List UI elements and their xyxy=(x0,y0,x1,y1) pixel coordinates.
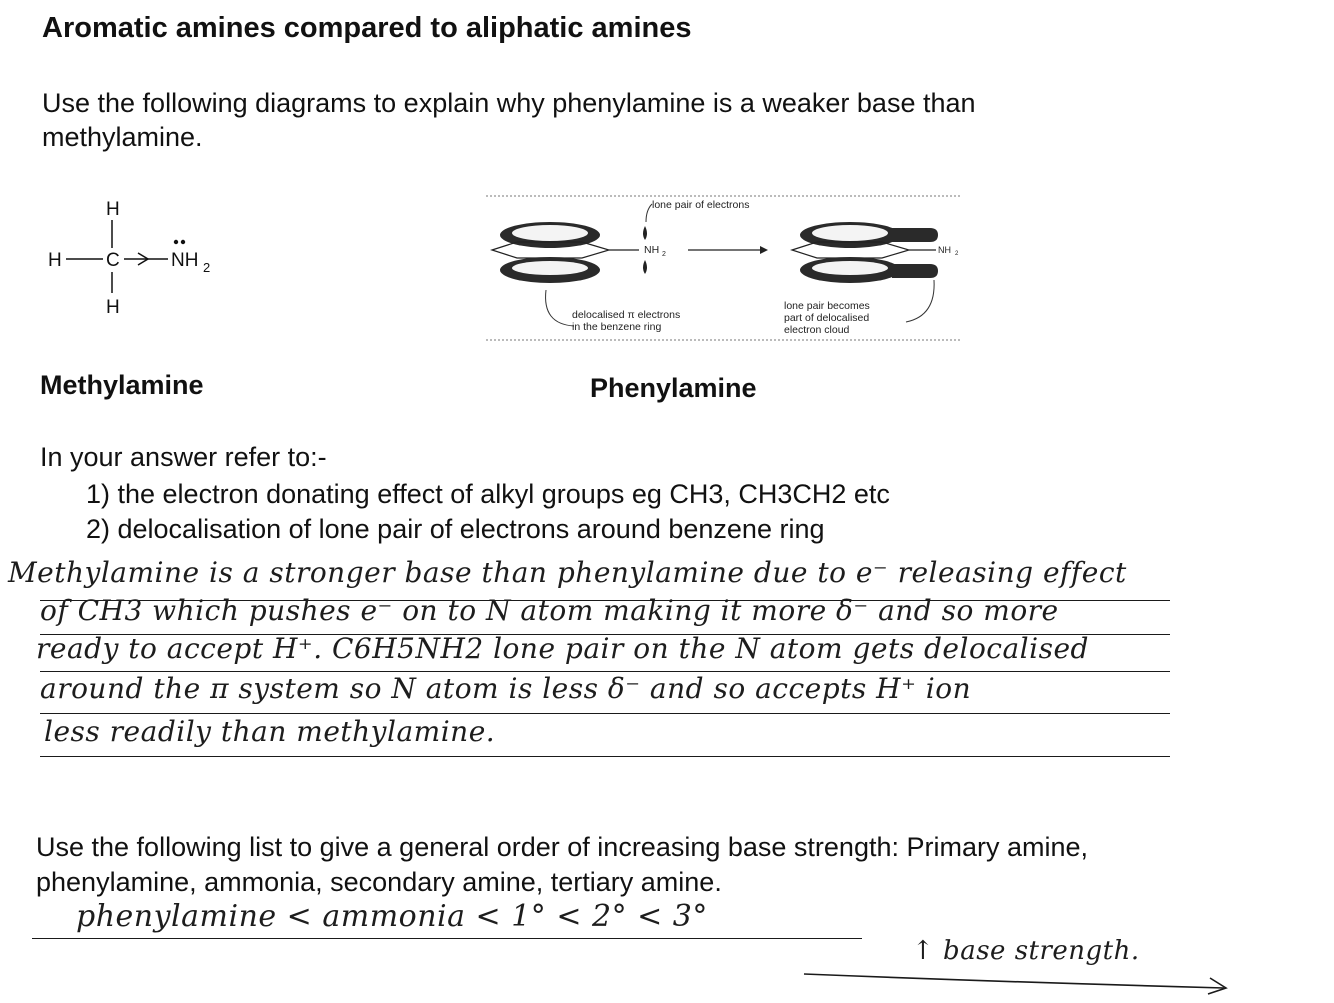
answer-1-line-1: Methylamine is a stronger base than phenylamine due to e⁻ releasing effect xyxy=(8,556,1127,589)
benzene-ring-right xyxy=(792,222,938,283)
nh2-left: NH xyxy=(644,244,660,256)
answer-2-note: ↑ base strength. xyxy=(912,936,1140,966)
lone-pair-dot xyxy=(181,240,185,244)
methylamine-label: Methylamine xyxy=(40,370,204,400)
atom-nh2: NH xyxy=(171,250,199,271)
atom-h-bottom: H xyxy=(106,297,120,318)
caption-delocalised-2: in the benzene ring xyxy=(572,321,662,333)
refer-item-2: 2) delocalisation of lone pair of electrons around benzene ring xyxy=(86,514,825,544)
atom-carbon: C xyxy=(106,250,120,271)
lone-pair-lobe xyxy=(643,226,647,240)
caption-becomes-1: lone pair becomes xyxy=(784,300,870,312)
lone-pair-dot xyxy=(174,240,178,244)
question-2: Use the following list to give a general order of increasing base strength: Primary amine, phenylamine, ammonia, secondary amine, tertiary amine. xyxy=(36,832,1089,897)
answer-2-order: phenylamine < ammonia < 1° < 2° < 3° xyxy=(76,899,708,934)
answer-1-line-3: ready to accept H⁺. C6H5NH2 lone pair on the N atom gets delocalised xyxy=(36,632,1089,665)
answer-1-line-5: less readily than methylamine. xyxy=(44,715,496,748)
nh2-left-sub: 2 xyxy=(662,251,666,258)
atom-nh2-sub: 2 xyxy=(203,260,211,275)
caption-lone-pair: lone pair of electrons xyxy=(652,199,750,211)
atom-h-left: H xyxy=(48,250,62,271)
base-strength-arrow xyxy=(800,960,1240,1000)
nh2-right: NH xyxy=(938,245,951,255)
answer-1-line-4: around the π system so N atom is less δ⁻ and so accepts H⁺ ion xyxy=(40,672,972,705)
benzene-ring-left xyxy=(492,222,639,283)
question-1: Use the following diagrams to explain why phenylamine is a weaker base than methylamine. xyxy=(42,88,976,152)
nh2-right-sub: 2 xyxy=(955,251,959,257)
methylamine-structure xyxy=(40,190,240,320)
answer-1-line-2: of CH3 which pushes e⁻ on to N atom making it more δ⁻ and so more xyxy=(40,594,1059,627)
refer-intro: In your answer refer to:- xyxy=(40,442,327,472)
page-title: Aromatic amines compared to aliphatic amines xyxy=(42,12,692,44)
lone-pair-lobe xyxy=(643,260,647,274)
phenylamine-label: Phenylamine xyxy=(590,373,757,403)
caption-becomes-3: electron cloud xyxy=(784,324,850,336)
caption-becomes-2: part of delocalised xyxy=(784,312,870,324)
phenylamine-diagram xyxy=(482,190,966,348)
atom-h-top: H xyxy=(106,199,120,220)
refer-item-1: 1) the electron donating effect of alkyl groups eg CH3, CH3CH2 etc xyxy=(86,479,890,509)
caption-delocalised-1: delocalised π electrons xyxy=(572,309,681,321)
